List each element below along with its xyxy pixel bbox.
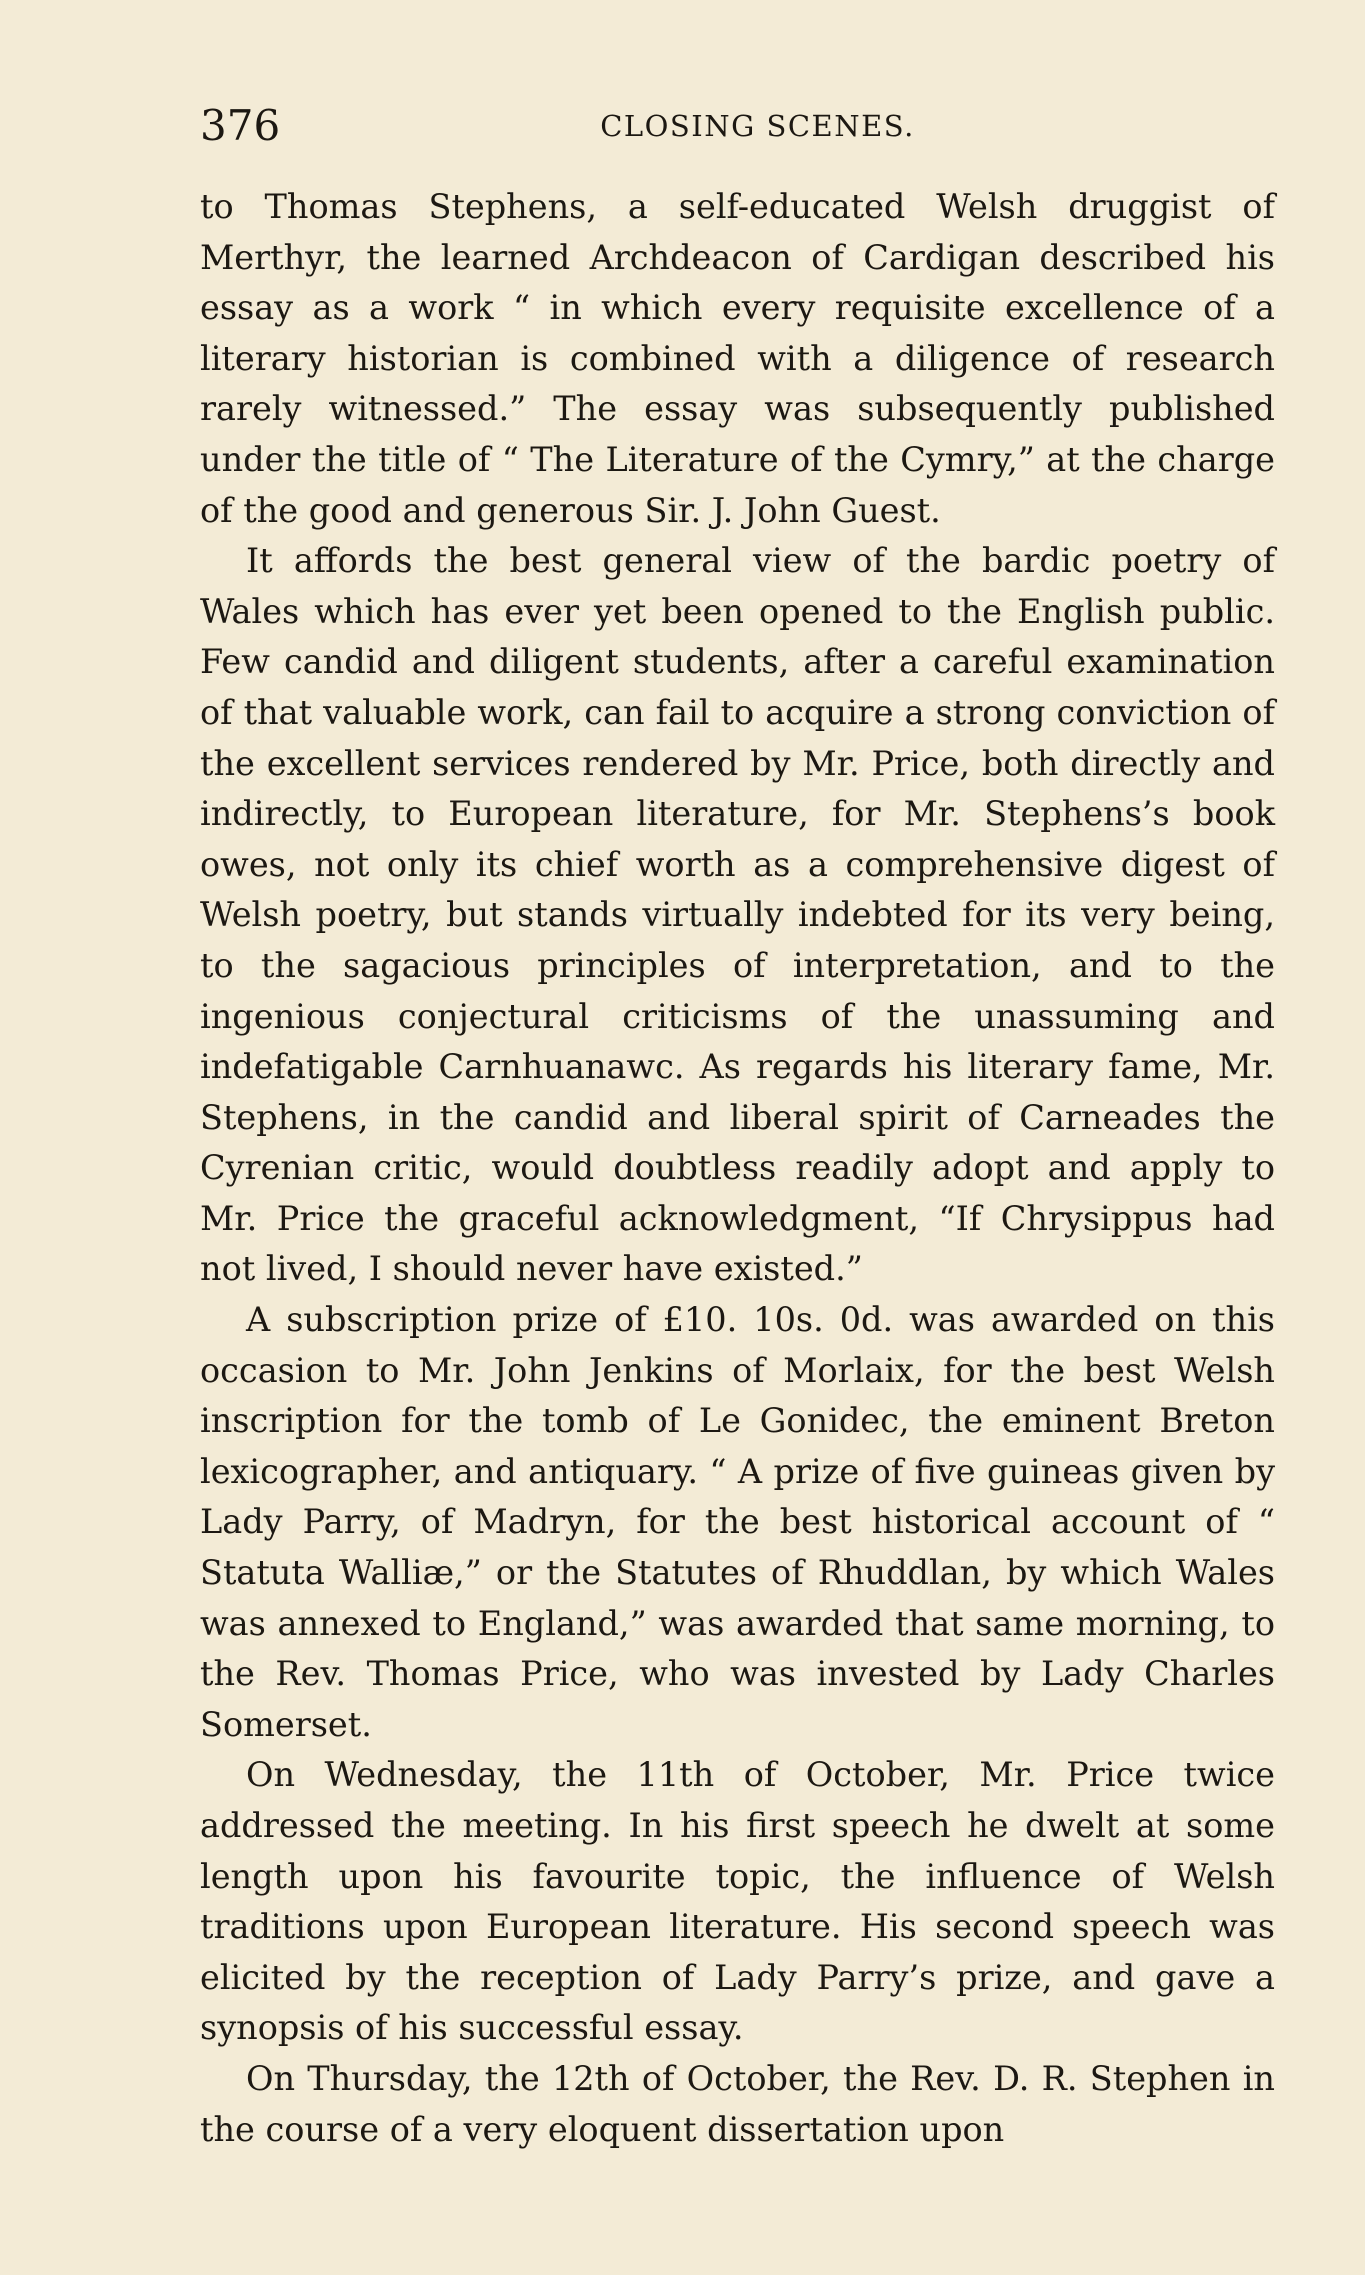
running-head: CLOSING SCENES. <box>600 109 915 143</box>
paragraph: It affords the best general view of the bardic poetry of Wales which has ever yet been opened to the English public. Few candid and diligent students, after a careful examination of that valuable work, can fail to acquire a strong conviction of the excellent services rendered by Mr. Price, both directly and indirectly, to European literature, for Mr. Stephens’s book owes, not only its chief worth as a comprehensive digest of Welsh poetry, but stands virtually indebted for its very being, to the sagacious principles of interpretation, and to the ingenious conjectural criticisms of the unassuming and indefatigable Carnhuanawc. As regards his literary fame, Mr. Stephens, in the candid and liberal spirit of Carneades the Cyrenian critic, would doubtless readily adopt and apply to Mr. Price the graceful acknowledgment, “If Chrysippus had not lived, I should never have existed.” <box>200 541 1275 1289</box>
body-text <box>200 182 1275 2155</box>
paragraph: to Thomas Stephens, a self-educated Welsh druggist of Merthyr, the learned Archdeacon of Cardigan described his essay as a work “ in which every requisite excellence of a literary historian is combined with a diligence of research rarely witnessed.” The essay was subsequently published under the title of “ The Literature of the Cymry,” at the charge of the good and generous Sir. J. John Guest. <box>200 187 1275 530</box>
page-number: 376 <box>200 101 281 150</box>
paragraph: On Wednesday, the 11th of October, Mr. Price twice addressed the meeting. In his first speech he dwelt at some length upon his favourite topic, the influence of Welsh traditions upon European literature. His second speech was elicited by the reception of Lady Parry’s prize, and gave a synopsis of his successful essay. <box>200 1755 1275 2048</box>
page-header <box>200 100 1275 152</box>
paragraph: A subscription prize of £10. 10s. 0d. was awarded on this occasion to Mr. John Jenkins of Morlaix, for the best Welsh inscription for the tomb of Le Gonidec, the eminent Breton lexicographer, and antiquary. “ A prize of five guineas given by Lady Parry, of Madryn, for the best historical account of “ Statuta Walliæ,” or the Statutes of Rhuddlan, by which Wales was annexed to England,” was awarded that same morning, to the Rev. Thomas Price, who was invested by Lady Charles Somerset. <box>200 1300 1275 1744</box>
paragraph: On Thursday, the 12th of October, the Rev. D. R. Stephen in the course of a very eloquent dissertation upon <box>200 2058 1275 2149</box>
